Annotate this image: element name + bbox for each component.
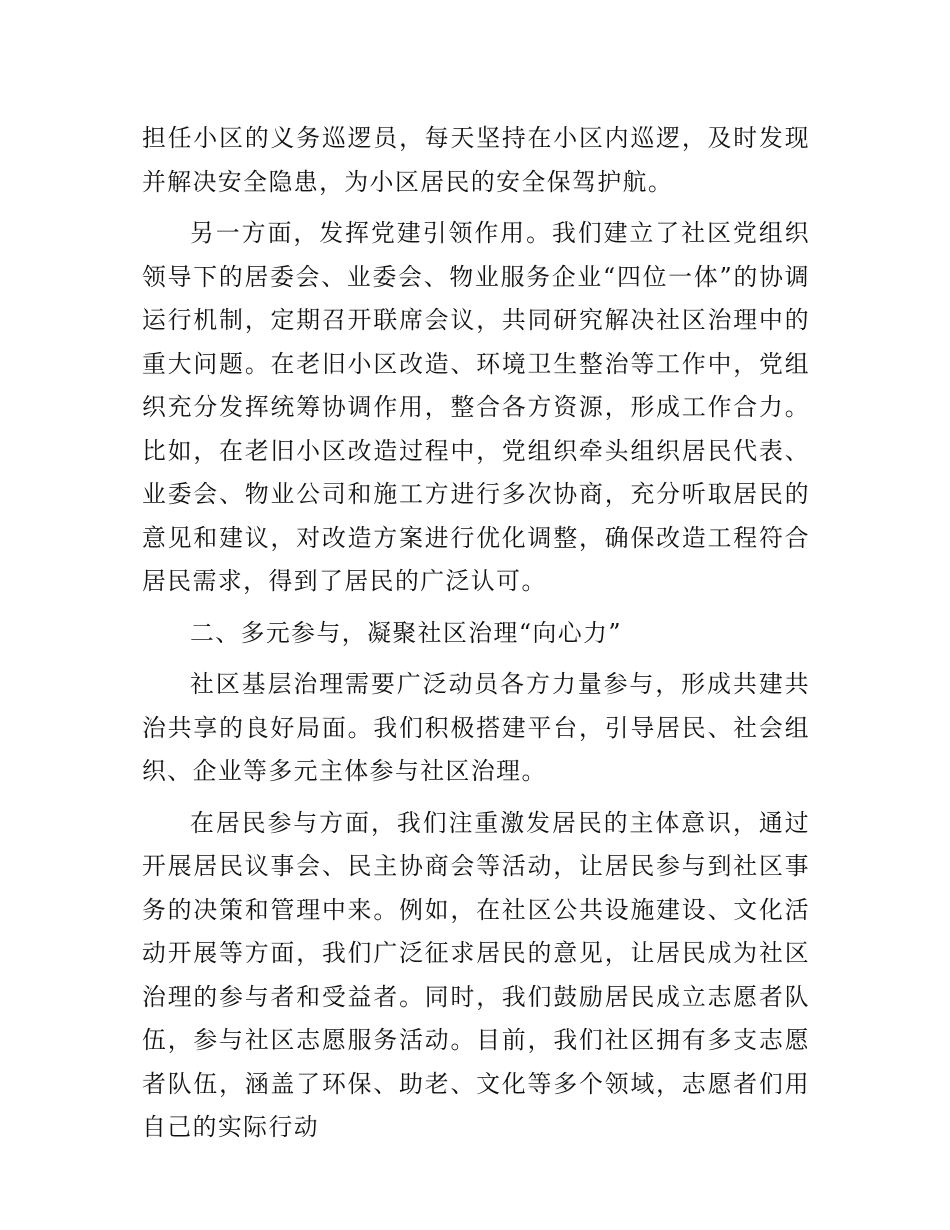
paragraph-resident-participation: 在居民参与方面，我们注重激发居民的主体意识，通过开展居民议事会、民主协商会等活动，让居民参与到社区事务的决策和管理中来。例如，在社区公共设施建设、文化活动开展等方面，我们广泛征求居民的意见，让居民成为社区治理的参与者和受益者。同时，我们鼓励居民成立志愿者队伍，参与社区志愿服务活动。目前，我们社区拥有多支志愿者队伍，涵盖了环保、助老、文化等多个领域，志愿者们用自己的实际行动 [142, 808, 810, 1141]
document-body [142, 117, 810, 1158]
paragraph-continuation: 担任小区的义务巡逻员，每天坚持在小区内巡逻，及时发现并解决安全隐患，为小区居民的安全保驾护航。 [142, 124, 810, 196]
section-heading: 二、多元参与，凝聚社区治理“向心力” [190, 618, 623, 647]
paragraph-party-leadership: 另一方面，发挥党建引领作用。我们建立了社区党组织领导下的居委会、业委会、物业服务企业“四位一体”的协调运行机制，定期召开联席会议，共同研究解决社区治理中的重大问题。在老旧小区改造、环境卫生整治等工作中，党组织充分发挥统筹协调作用，整合各方资源，形成工作合力。比如，在老旧小区改造过程中，党组织牵头组织居民代表、业委会、物业公司和施工方进行多次协商，充分听取居民的意见和建议，对改造方案进行优化调整，确保改造工程符合居民需求，得到了居民的广泛认可。 [142, 219, 810, 595]
paragraph-intro: 社区基层治理需要广泛动员各方力量参与，形成共建共治共享的良好局面。我们积极搭建平台，引导居民、社会组织、企业等多元主体参与社区治理。 [142, 670, 810, 785]
